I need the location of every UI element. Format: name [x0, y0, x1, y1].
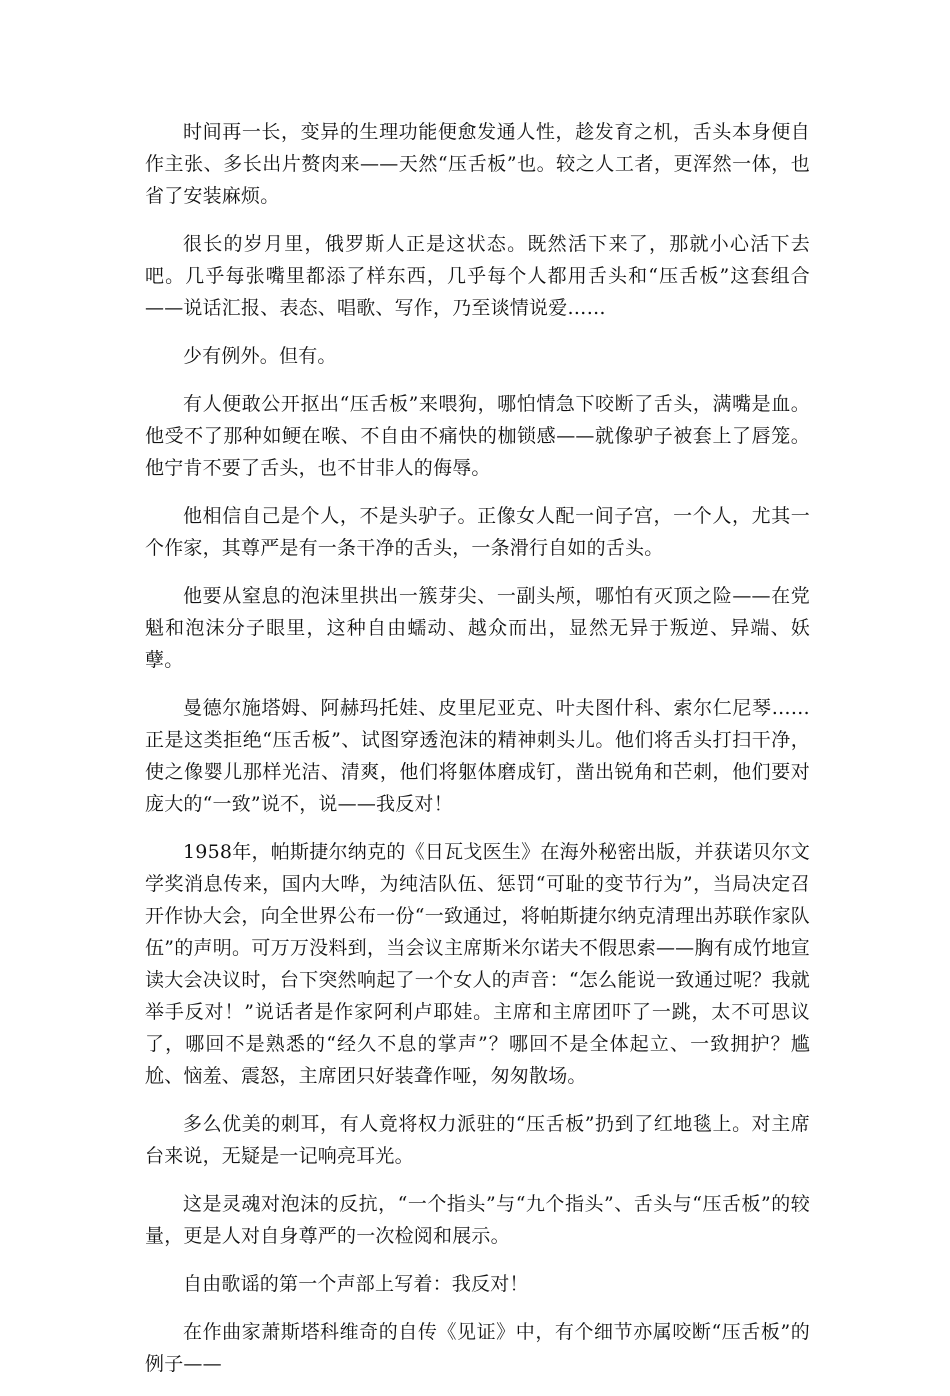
paragraph-7: 曼德尔施塔姆、阿赫玛托娃、皮里尼亚克、叶夫图什科、索尔仁尼琴……正是这类拒绝“压舌板”、试图穿透泡沫的精神刺头儿。他们将舌头打扫干净，使之像婴儿那样光洁、清爽，他们将躯体磨成钉，凿出锐角和芒刺，他们要对庞大的“一致”说不，说——我反对！	[145, 697, 810, 815]
paragraph-10: 这是灵魂对泡沫的反抗，“一个指头”与“九个指头”、舌头与“压舌板”的较量，更是人对自身尊严的一次检阅和展示。	[145, 1193, 810, 1247]
document-page	[145, 116, 810, 1396]
paragraph-3: 少有例外。但有。	[183, 345, 337, 367]
paragraph-9: 多么优美的刺耳，有人竟将权力派驻的“压舌板”扔到了红地毯上。对主席台来说，无疑是一记响亮耳光。	[145, 1113, 810, 1167]
paragraph-4: 有人便敢公开抠出“压舌板”来喂狗，哪怕情急下咬断了舌头，满嘴是血。他受不了那种如鲠在喉、不自由不痛快的枷锁感——就像驴子被套上了唇笼。他宁肯不要了舌头，也不甘非人的侮辱。	[145, 393, 810, 479]
paragraph-6: 他要从窒息的泡沫里拱出一簇芽尖、一副头颅，哪怕有灭顶之险——在党魁和泡沫分子眼里，这种自由蠕动、越众而出，显然无异于叛逆、异端、妖孽。	[145, 585, 810, 671]
paragraph-8: 1958年，帕斯捷尔纳克的《日瓦戈医生》在海外秘密出版，并获诺贝尔文学奖消息传来，国内大哗，为纯洁队伍、惩罚“可耻的变节行为”，当局决定召开作协大会，向全世界公布一份“一致通过，将帕斯捷尔纳克清理出苏联作家队伍”的声明。可万万没料到，当会议主席斯米尔诺夫不假思索——胸有成竹地宣读大会决议时，台下突然响起了一个女人的声音：“怎么能说一致通过呢？我就举手反对！”说话者是作家阿利卢耶娃。主席和主席团吓了一跳，太不可思议了，哪回不是熟悉的“经久不息的掌声”？哪回不是全体起立、一致拥护？尴尬、恼羞、震怒，主席团只好装聋作哑，匆匆散场。	[145, 841, 810, 1087]
paragraph-2: 很长的岁月里，俄罗斯人正是这状态。既然活下来了，那就小心活下去吧。几乎每张嘴里都添了样东西，几乎每个人都用舌头和“压舌板”这套组合——说话汇报、表态、唱歌、写作，乃至谈情说爱……	[145, 233, 810, 319]
paragraph-5: 他相信自己是个人，不是头驴子。正像女人配一间子宫，一个人，尤其一个作家，其尊严是有一条干净的舌头，一条滑行自如的舌头。	[145, 505, 810, 559]
paragraph-1: 时间再一长，变异的生理功能便愈发通人性，趁发育之机，舌头本身便自作主张、多长出片赘肉来——天然“压舌板”也。较之人工者，更浑然一体，也省了安装麻烦。	[145, 121, 810, 207]
paragraph-12: 在作曲家萧斯塔科维奇的自传《见证》中，有个细节亦属咬断“压舌板”的例子——	[145, 1321, 810, 1375]
paragraph-11: 自由歌谣的第一个声部上写着：我反对！	[183, 1273, 529, 1295]
